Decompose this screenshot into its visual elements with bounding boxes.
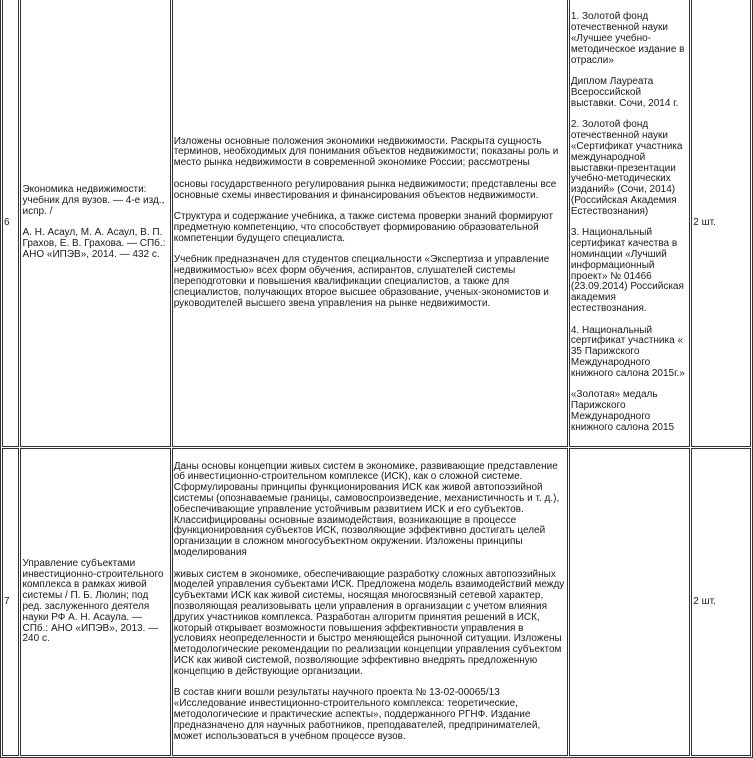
awards-cell [569, 448, 690, 756]
description-paragraph: Учебник предназначен для студентов специальности «Экспертиза и управление недвижимостью» всех форм обучения, аспирантов, слушателей системы переподготовки и повышения квалификации специалистов, а также для специалистов, получающих второе высшее образование, ученых-экономистов и руководителей высшего звена управления на рынке недвижимости. [173, 254, 550, 309]
quantity: 2 шт. [691, 0, 751, 447]
description-paragraph: Даны основы концепции живых систем в экономике, развивающие представление об инвестиционно-строительном комплексе (ИСК), как о сложной системе. Сформулированы принципы функционирования ИСК как живой автопоэзийной системы (опознаваемые границы, самовоспроизведение, механистичность и т. д.), обеспечивающие управление устойчивым развитием ИСК и его субъектов. Классифицированы основные взаимодействия, возникающие в процессе функционирования субъектов ИСК, позволяющие эффективно достигать целей организации в сложном многосубъектном окружении. Изложены принципы моделирования [173, 460, 560, 559]
book-title: Управление субъектами инвестиционно-строительного комплекса в рамках живой системы / П. Б. Люлин; под ред. заслуженного деятеля науки РФ А. Н. Асаула. — СПб.: АНО «ИПЭВ», 2013. — 240 с. [22, 557, 164, 645]
book-title-cell [20, 0, 170, 447]
description-paragraph: Изложены основные положения экономики недвижимости. Раскрыта сущность терминов, необходимых для понимания объектов недвижимости; показаны роль и место рынка недвижимости в современной экономике России; рассмотрены [173, 135, 559, 169]
quantity: 2 шт. [691, 448, 751, 756]
book-description-cell [172, 0, 568, 447]
description-paragraph: В состав книги вошли результаты научного проекта № 13-02-00065/13 «Исследование инвестиционно-строительного комплекса: теоретические, методологические и практические аспекты», поддержанного РГНФ. Издание предназначено для научных работников, преподавателей, предпринимателей, может использоваться в учебном процессе вузов. [173, 687, 541, 742]
awards-cell [569, 0, 690, 447]
description-paragraph: основы государственного регулирования рынка недвижимости; представлены все основные схемы инвестирования и финансирования объектов недвижимости. [173, 178, 557, 201]
book-authors: А. Н. Асаул, М. А. Асаул, В. П. Грахов, Е. В. Грахова. — СПб.: АНО «ИПЭВ», 2014. — 432 с. [22, 227, 166, 260]
description-paragraph: Структура и содержание учебника, а также система проверки знаний формируют предметную компетенцию, что способствует формированию образовательной компетенции будущего специалиста. [173, 211, 554, 244]
row-number: 6 [2, 0, 19, 447]
book-title-cell [20, 448, 170, 756]
award-item: 3. Национальный сертификат качества в номинации «Лучший информационный проект» № 01466 (23.09.2014) Российская академия естествознания. [570, 227, 684, 314]
table-row [2, 448, 751, 756]
table-row [2, 0, 751, 447]
book-description-cell [172, 448, 568, 756]
award-item: Диплом Лауреата Всероссийской выставки. Сочи, 2014 г. [570, 76, 679, 109]
description-paragraph: живых систем в экономике, обеспечивающие разработку сложных автопоэзийных моделей управления субъектами ИСК. Предложена модель взаимодействий между субъектами ИСК как живой системы, носящая многосвязный сетевой характер, позволяющая реализовывать цели управления в организации с учетом влияния других участников комплекса. Разработан алгоритм принятия решений в ИСК, который открывает возможности повышения эффективности управления в условиях неопределенности и быстро меняющейся рыночной ситуации. Изложены методологические рекомендации по реализации концепции управления субъектом ИСК как живой системой, позволяющие эффективно внедрять предложенную концепцию в действующие организации. [173, 568, 565, 677]
book-title: Экономика недвижимости: учебник для вузов. — 4-е изд., испр. / [22, 184, 165, 217]
award-item: 4. Национальный сертификат участника « 35 Парижского Международного книжного салона 2015г.» [570, 324, 685, 379]
award-item: 2. Золотой фонд отечественной науки «Сертификат участника международной выставки-презентации учебно-методических изданий» (Сочи, 2014) (Российская Академия Естествознания) [570, 119, 683, 217]
award-item: «Золотая» медаль Парижского Международного книжного салона 2015 [570, 389, 675, 433]
row-number: 7 [2, 448, 19, 756]
award-item: 1. Золотой фонд отечественной науки «Лучшее учебно-методическое издание в отрасли» [570, 11, 685, 66]
